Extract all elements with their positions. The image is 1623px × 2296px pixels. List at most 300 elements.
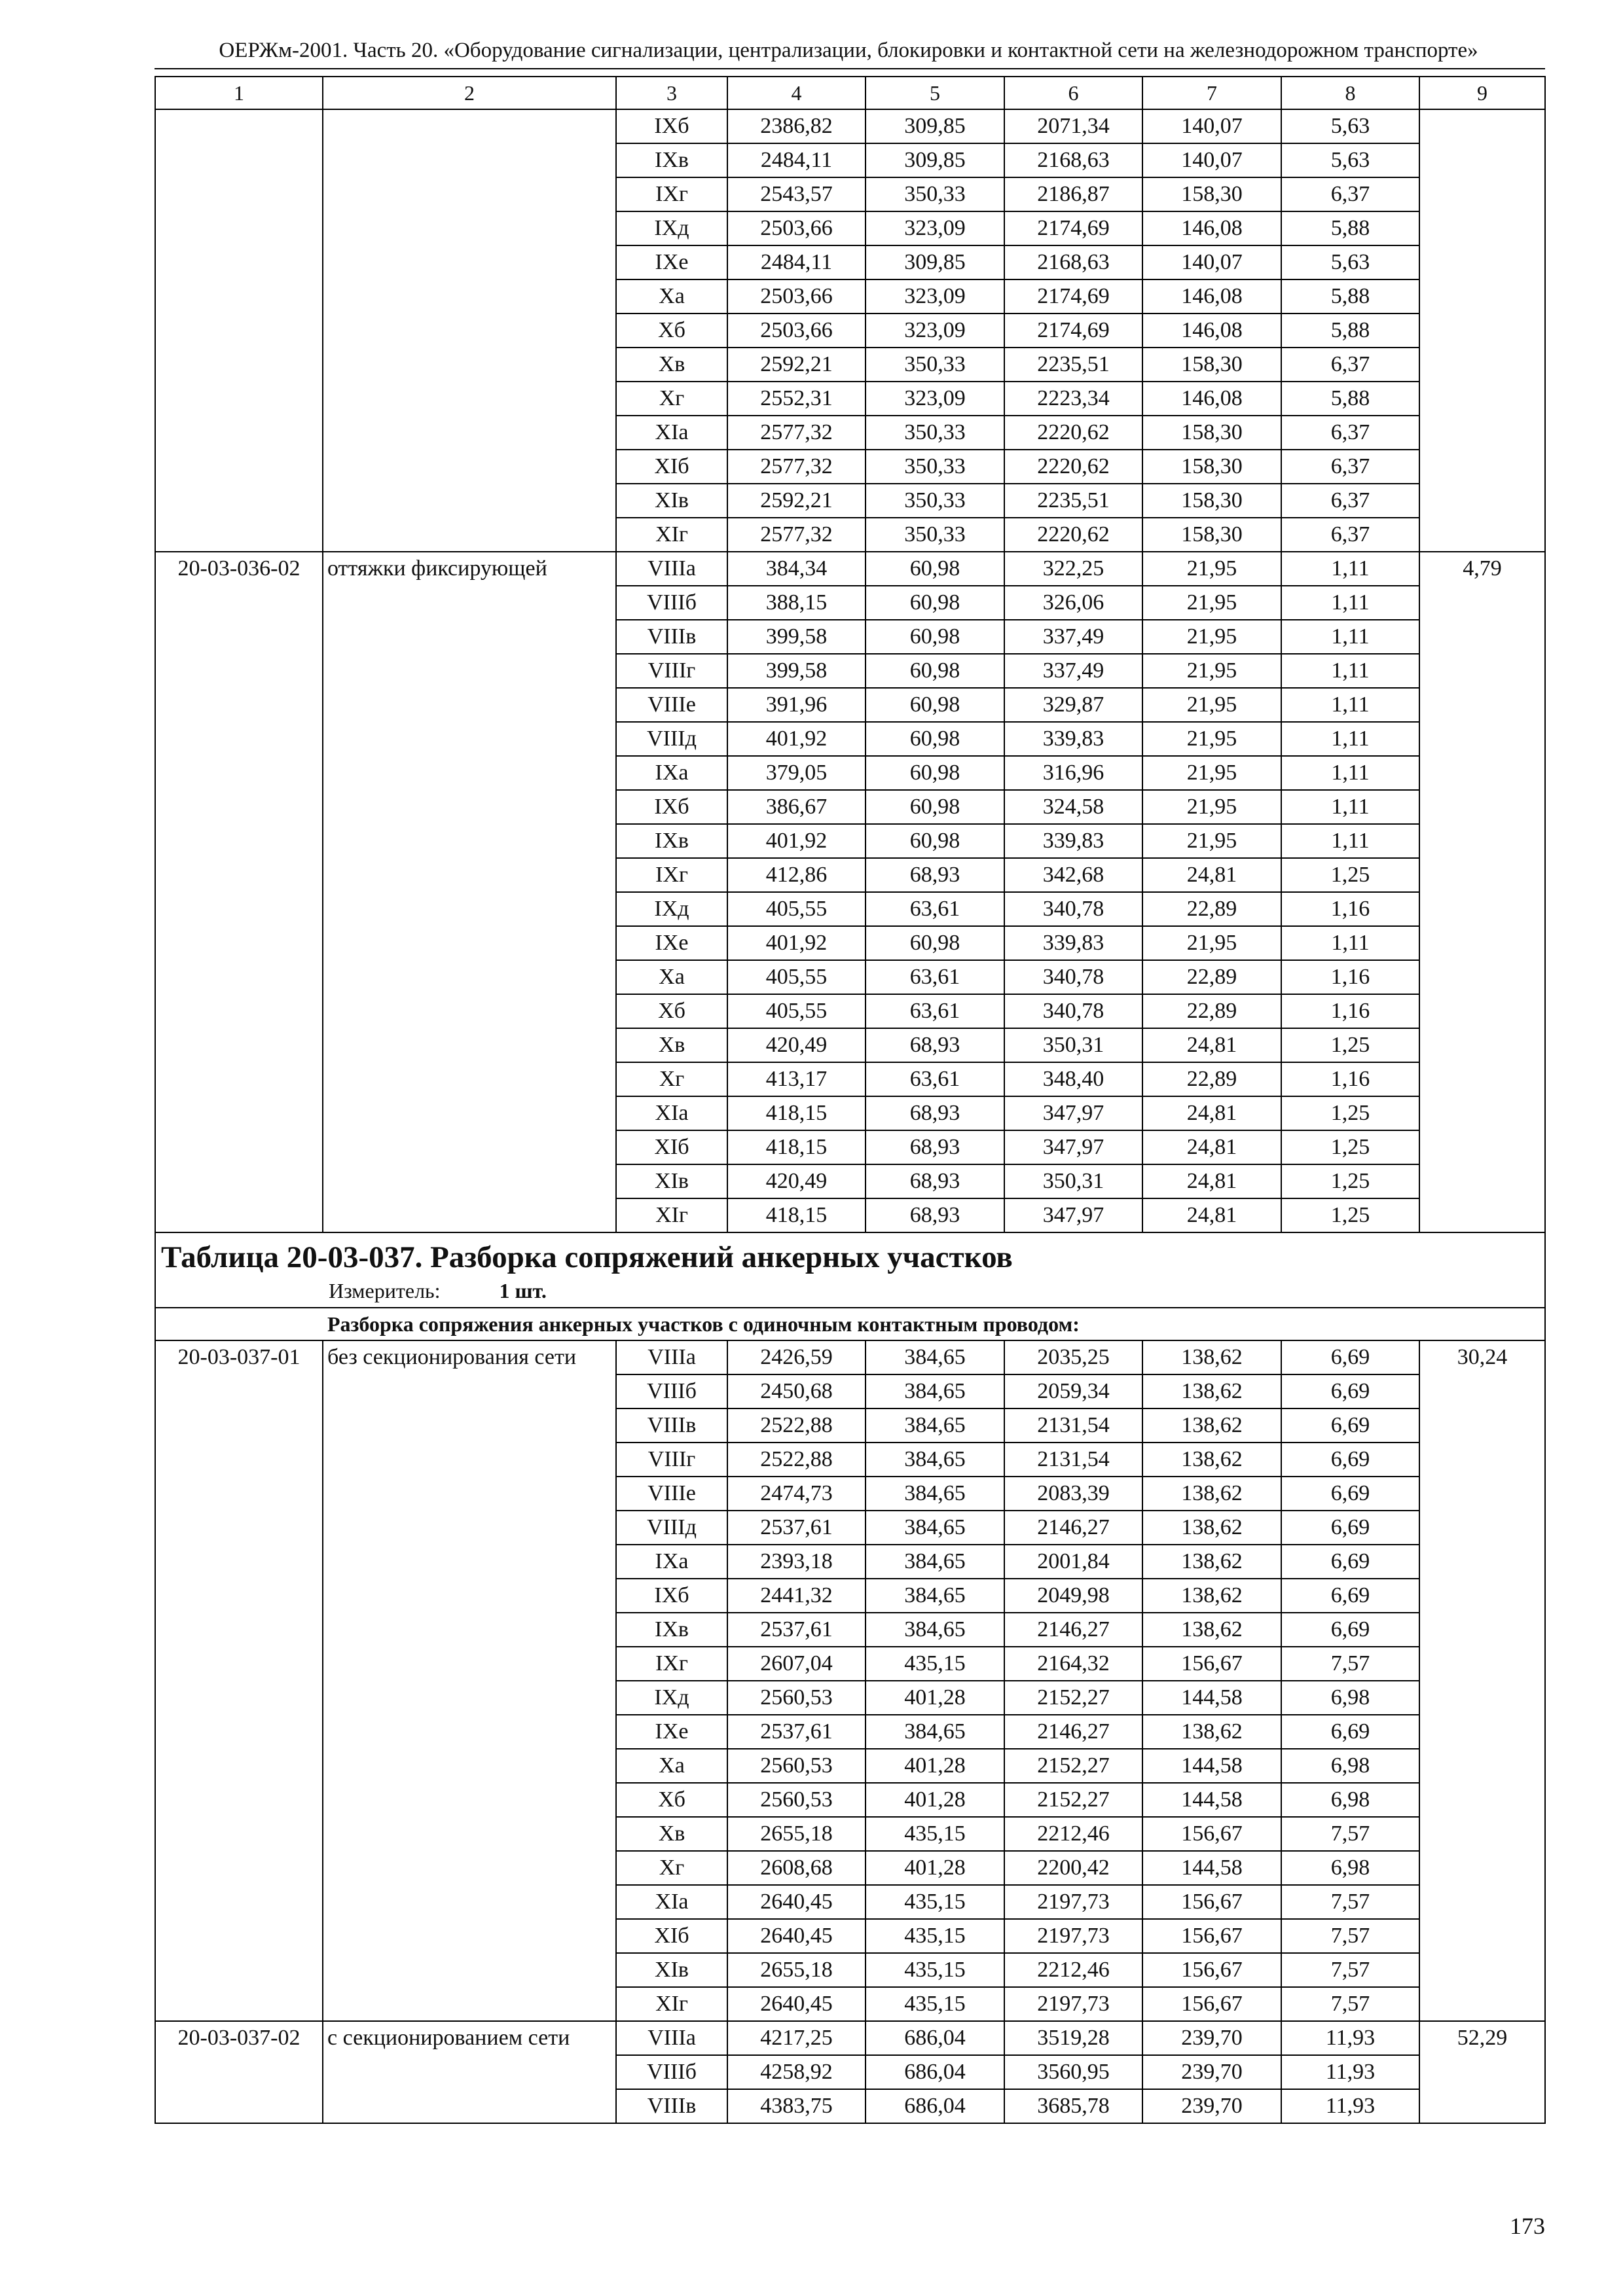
value-cell: 2522,88 xyxy=(727,1443,866,1477)
value-cell: 156,67 xyxy=(1142,1953,1281,1987)
value-cell: 435,15 xyxy=(866,1919,1004,1953)
zone-cell: VIIIд xyxy=(616,722,727,756)
zone-cell: Xв xyxy=(616,1817,727,1851)
value-cell: 686,04 xyxy=(866,2021,1004,2055)
value-cell: 2164,32 xyxy=(1004,1647,1142,1681)
value-cell: 7,57 xyxy=(1281,1647,1419,1681)
zone-cell: VIIIд xyxy=(616,1511,727,1545)
value-cell: 6,69 xyxy=(1281,1579,1419,1613)
column-number: 5 xyxy=(866,77,1004,109)
value-cell: 63,61 xyxy=(866,1062,1004,1096)
value-cell: 339,83 xyxy=(1004,926,1142,960)
value-cell: 1,16 xyxy=(1281,1062,1419,1096)
value-cell: 6,37 xyxy=(1281,518,1419,552)
value-cell: 21,95 xyxy=(1142,756,1281,790)
zone-cell: VIIIб xyxy=(616,2055,727,2089)
value-cell: 7,57 xyxy=(1281,1919,1419,1953)
value-cell: 2152,27 xyxy=(1004,1783,1142,1817)
table-heading-row xyxy=(155,1232,1545,1308)
value-cell: 401,92 xyxy=(727,824,866,858)
value-cell: 435,15 xyxy=(866,1953,1004,1987)
value-cell: 2607,04 xyxy=(727,1647,866,1681)
zone-cell: IXд xyxy=(616,892,727,926)
value-cell: 2152,27 xyxy=(1004,1681,1142,1715)
value-cell: 1,11 xyxy=(1281,552,1419,586)
zone-cell: IXг xyxy=(616,858,727,892)
value-cell: 138,62 xyxy=(1142,1579,1281,1613)
value-cell: 405,55 xyxy=(727,892,866,926)
value-cell: 156,67 xyxy=(1142,1919,1281,1953)
value-cell: 63,61 xyxy=(866,994,1004,1028)
value-cell: 347,97 xyxy=(1004,1130,1142,1164)
value-cell: 384,65 xyxy=(866,1374,1004,1408)
value-cell: 6,69 xyxy=(1281,1340,1419,1374)
value-cell: 1,25 xyxy=(1281,858,1419,892)
value-cell: 2522,88 xyxy=(727,1408,866,1443)
value-cell: 21,95 xyxy=(1142,586,1281,620)
value-cell: 401,92 xyxy=(727,722,866,756)
value-cell: 350,31 xyxy=(1004,1164,1142,1198)
zone-cell: XIг xyxy=(616,518,727,552)
value-cell: 309,85 xyxy=(866,109,1004,143)
value-cell: 138,62 xyxy=(1142,1613,1281,1647)
value-cell: 21,95 xyxy=(1142,926,1281,960)
value-cell: 5,88 xyxy=(1281,382,1419,416)
value-cell: 239,70 xyxy=(1142,2021,1281,2055)
value-cell: 68,93 xyxy=(866,1164,1004,1198)
value-cell: 1,11 xyxy=(1281,688,1419,722)
subheading-cell xyxy=(155,1308,1545,1340)
column-numbers-row xyxy=(155,77,1545,109)
zone-cell: VIIIa xyxy=(616,552,727,586)
value-cell: 420,49 xyxy=(727,1164,866,1198)
value-cell: 21,95 xyxy=(1142,552,1281,586)
zone-cell: VIIIб xyxy=(616,1374,727,1408)
value-cell: 2197,73 xyxy=(1004,1885,1142,1919)
value-cell: 686,04 xyxy=(866,2055,1004,2089)
zone-cell: IXa xyxy=(616,1545,727,1579)
table-row xyxy=(155,552,1545,586)
value-cell: 3560,95 xyxy=(1004,2055,1142,2089)
zone-cell: IXг xyxy=(616,1647,727,1681)
value-cell: 6,69 xyxy=(1281,1545,1419,1579)
value-cell: 5,63 xyxy=(1281,109,1419,143)
value-cell: 1,16 xyxy=(1281,892,1419,926)
value-cell: 384,65 xyxy=(866,1715,1004,1749)
value-cell: 24,81 xyxy=(1142,1096,1281,1130)
value-cell: 2235,51 xyxy=(1004,348,1142,382)
value-cell: 7,57 xyxy=(1281,1885,1419,1919)
value-cell: 384,65 xyxy=(866,1443,1004,1477)
value-cell: 418,15 xyxy=(727,1198,866,1232)
zone-cell: VIIIв xyxy=(616,1408,727,1443)
value-cell: 24,81 xyxy=(1142,858,1281,892)
value-cell: 144,58 xyxy=(1142,1851,1281,1885)
rates-table-body xyxy=(155,77,1545,2123)
value-cell: 2608,68 xyxy=(727,1851,866,1885)
value-cell: 146,08 xyxy=(1142,314,1281,348)
value-cell: 413,17 xyxy=(727,1062,866,1096)
value-cell: 138,62 xyxy=(1142,1511,1281,1545)
value-cell: 2577,32 xyxy=(727,450,866,484)
value-cell: 340,78 xyxy=(1004,892,1142,926)
zone-cell: XIб xyxy=(616,1919,727,1953)
table-row xyxy=(155,109,1545,143)
zone-cell: Xб xyxy=(616,1783,727,1817)
value-cell: 324,58 xyxy=(1004,790,1142,824)
value-cell: 6,98 xyxy=(1281,1681,1419,1715)
value-cell: 384,65 xyxy=(866,1511,1004,1545)
value-cell: 60,98 xyxy=(866,756,1004,790)
zone-cell: IXe xyxy=(616,245,727,279)
value-cell: 68,93 xyxy=(866,858,1004,892)
value-cell: 68,93 xyxy=(866,1028,1004,1062)
value-cell: 2146,27 xyxy=(1004,1613,1142,1647)
zone-cell: VIIIe xyxy=(616,1477,727,1511)
value-cell: 342,68 xyxy=(1004,858,1142,892)
value-cell: 2146,27 xyxy=(1004,1511,1142,1545)
value-cell: 435,15 xyxy=(866,1885,1004,1919)
value-cell: 239,70 xyxy=(1142,2089,1281,2123)
value-cell: 60,98 xyxy=(866,824,1004,858)
zone-cell: VIIIa xyxy=(616,1340,727,1374)
value-cell: 2220,62 xyxy=(1004,450,1142,484)
value-cell: 435,15 xyxy=(866,1987,1004,2021)
zone-cell: Xa xyxy=(616,279,727,314)
value-cell: 322,25 xyxy=(1004,552,1142,586)
zone-cell: XIa xyxy=(616,416,727,450)
value-cell: 24,81 xyxy=(1142,1198,1281,1232)
value-cell: 60,98 xyxy=(866,688,1004,722)
value-cell: 2560,53 xyxy=(727,1783,866,1817)
value-cell: 401,28 xyxy=(866,1749,1004,1783)
value-cell: 2197,73 xyxy=(1004,1987,1142,2021)
col9-value: 52,29 xyxy=(1419,2021,1545,2123)
value-cell: 379,05 xyxy=(727,756,866,790)
value-cell: 2426,59 xyxy=(727,1340,866,1374)
value-cell: 4383,75 xyxy=(727,2089,866,2123)
value-cell: 2200,42 xyxy=(1004,1851,1142,1885)
value-cell: 5,88 xyxy=(1281,314,1419,348)
value-cell: 391,96 xyxy=(727,688,866,722)
value-cell: 21,95 xyxy=(1142,824,1281,858)
col9-value: 4,79 xyxy=(1419,552,1545,1232)
value-cell: 22,89 xyxy=(1142,892,1281,926)
value-cell: 418,15 xyxy=(727,1130,866,1164)
value-cell: 6,98 xyxy=(1281,1783,1419,1817)
value-cell: 7,57 xyxy=(1281,1953,1419,1987)
value-cell: 384,65 xyxy=(866,1340,1004,1374)
value-cell: 686,04 xyxy=(866,2089,1004,2123)
zone-cell: XIв xyxy=(616,1164,727,1198)
value-cell: 1,11 xyxy=(1281,586,1419,620)
value-cell: 21,95 xyxy=(1142,790,1281,824)
value-cell: 350,33 xyxy=(866,518,1004,552)
value-cell: 2174,69 xyxy=(1004,279,1142,314)
value-cell: 1,11 xyxy=(1281,654,1419,688)
value-cell: 350,31 xyxy=(1004,1028,1142,1062)
unit-value: 1 шт. xyxy=(499,1279,547,1302)
zone-cell: Xг xyxy=(616,1062,727,1096)
zone-cell: IXб xyxy=(616,1579,727,1613)
value-cell: 138,62 xyxy=(1142,1715,1281,1749)
column-number: 9 xyxy=(1419,77,1545,109)
value-cell: 1,11 xyxy=(1281,722,1419,756)
value-cell: 21,95 xyxy=(1142,654,1281,688)
zone-cell: Xб xyxy=(616,994,727,1028)
table-row xyxy=(155,2021,1545,2055)
value-cell: 2640,45 xyxy=(727,1885,866,1919)
value-cell: 1,25 xyxy=(1281,1096,1419,1130)
value-cell: 24,81 xyxy=(1142,1164,1281,1198)
value-cell: 329,87 xyxy=(1004,688,1142,722)
value-cell: 138,62 xyxy=(1142,1477,1281,1511)
zone-cell: XIв xyxy=(616,484,727,518)
value-cell: 138,62 xyxy=(1142,1374,1281,1408)
value-cell: 384,65 xyxy=(866,1545,1004,1579)
column-number: 2 xyxy=(323,77,616,109)
zone-cell: Xг xyxy=(616,1851,727,1885)
value-cell: 6,37 xyxy=(1281,348,1419,382)
value-cell: 2560,53 xyxy=(727,1749,866,1783)
value-cell: 158,30 xyxy=(1142,518,1281,552)
value-cell: 68,93 xyxy=(866,1096,1004,1130)
value-cell: 316,96 xyxy=(1004,756,1142,790)
table-title: Таблица 20-03-037. Разборка сопряжений анкерных участков xyxy=(161,1240,1013,1274)
value-cell: 24,81 xyxy=(1142,1130,1281,1164)
value-cell: 326,06 xyxy=(1004,586,1142,620)
col9-value xyxy=(1419,109,1545,552)
value-cell: 337,49 xyxy=(1004,654,1142,688)
value-cell: 158,30 xyxy=(1142,177,1281,211)
value-cell: 60,98 xyxy=(866,552,1004,586)
rate-code: 20-03-037-01 xyxy=(155,1340,323,2021)
value-cell: 24,81 xyxy=(1142,1028,1281,1062)
value-cell: 401,28 xyxy=(866,1851,1004,1885)
value-cell: 2552,31 xyxy=(727,382,866,416)
value-cell: 60,98 xyxy=(866,586,1004,620)
column-number: 7 xyxy=(1142,77,1281,109)
work-name: оттяжки фиксирующей xyxy=(323,552,616,1232)
value-cell: 384,65 xyxy=(866,1477,1004,1511)
table-heading xyxy=(155,1232,1545,1308)
value-cell: 384,65 xyxy=(866,1579,1004,1613)
value-cell: 2577,32 xyxy=(727,416,866,450)
value-cell: 2131,54 xyxy=(1004,1408,1142,1443)
col9-value: 30,24 xyxy=(1419,1340,1545,2021)
value-cell: 2186,87 xyxy=(1004,177,1142,211)
value-cell: 11,93 xyxy=(1281,2055,1419,2089)
value-cell: 323,09 xyxy=(866,211,1004,245)
value-cell: 350,33 xyxy=(866,177,1004,211)
value-cell: 6,69 xyxy=(1281,1408,1419,1443)
value-cell: 388,15 xyxy=(727,586,866,620)
value-cell: 405,55 xyxy=(727,960,866,994)
value-cell: 2537,61 xyxy=(727,1715,866,1749)
value-cell: 6,98 xyxy=(1281,1749,1419,1783)
value-cell: 3685,78 xyxy=(1004,2089,1142,2123)
value-cell: 339,83 xyxy=(1004,824,1142,858)
value-cell: 2484,11 xyxy=(727,245,866,279)
zone-cell: XIa xyxy=(616,1885,727,1919)
value-cell: 158,30 xyxy=(1142,484,1281,518)
work-name: без секционирования сети xyxy=(323,1340,616,2021)
value-cell: 6,69 xyxy=(1281,1443,1419,1477)
zone-cell: IXд xyxy=(616,211,727,245)
value-cell: 350,33 xyxy=(866,450,1004,484)
value-cell: 2503,66 xyxy=(727,279,866,314)
value-cell: 340,78 xyxy=(1004,960,1142,994)
zone-cell: Xa xyxy=(616,1749,727,1783)
value-cell: 11,93 xyxy=(1281,2021,1419,2055)
value-cell: 2212,46 xyxy=(1004,1953,1142,1987)
value-cell: 146,08 xyxy=(1142,279,1281,314)
value-cell: 60,98 xyxy=(866,790,1004,824)
value-cell: 140,07 xyxy=(1142,109,1281,143)
value-cell: 309,85 xyxy=(866,245,1004,279)
value-cell: 399,58 xyxy=(727,654,866,688)
page-number: 173 xyxy=(1510,2213,1545,2239)
value-cell: 412,86 xyxy=(727,858,866,892)
zone-cell: IXe xyxy=(616,926,727,960)
value-cell: 2543,57 xyxy=(727,177,866,211)
value-cell: 384,65 xyxy=(866,1408,1004,1443)
zone-cell: VIIIг xyxy=(616,1443,727,1477)
value-cell: 350,33 xyxy=(866,484,1004,518)
value-cell: 2168,63 xyxy=(1004,143,1142,177)
value-cell: 1,11 xyxy=(1281,620,1419,654)
value-cell: 2592,21 xyxy=(727,484,866,518)
value-cell: 2049,98 xyxy=(1004,1579,1142,1613)
value-cell: 2655,18 xyxy=(727,1953,866,1987)
value-cell: 6,37 xyxy=(1281,177,1419,211)
zone-cell: IXд xyxy=(616,1681,727,1715)
value-cell: 2577,32 xyxy=(727,518,866,552)
work-name: с секционированием сети xyxy=(323,2021,616,2123)
value-cell: 68,93 xyxy=(866,1198,1004,1232)
zone-cell: IXв xyxy=(616,1613,727,1647)
value-cell: 140,07 xyxy=(1142,245,1281,279)
value-cell: 156,67 xyxy=(1142,1817,1281,1851)
value-cell: 6,69 xyxy=(1281,1477,1419,1511)
value-cell: 4217,25 xyxy=(727,2021,866,2055)
zone-cell: XIв xyxy=(616,1953,727,1987)
value-cell: 2168,63 xyxy=(1004,245,1142,279)
value-cell: 5,63 xyxy=(1281,245,1419,279)
subheading-row xyxy=(155,1308,1545,1340)
column-number: 4 xyxy=(727,77,866,109)
value-cell: 350,33 xyxy=(866,416,1004,450)
value-cell: 2640,45 xyxy=(727,1987,866,2021)
value-cell: 21,95 xyxy=(1142,620,1281,654)
value-cell: 401,28 xyxy=(866,1783,1004,1817)
value-cell: 2235,51 xyxy=(1004,484,1142,518)
value-cell: 2655,18 xyxy=(727,1817,866,1851)
value-cell: 1,25 xyxy=(1281,1164,1419,1198)
value-cell: 144,58 xyxy=(1142,1749,1281,1783)
value-cell: 60,98 xyxy=(866,654,1004,688)
value-cell: 144,58 xyxy=(1142,1783,1281,1817)
value-cell: 2131,54 xyxy=(1004,1443,1142,1477)
zone-cell: IXб xyxy=(616,109,727,143)
value-cell: 63,61 xyxy=(866,960,1004,994)
unit-line xyxy=(161,1279,1539,1303)
value-cell: 2441,32 xyxy=(727,1579,866,1613)
value-cell: 11,93 xyxy=(1281,2089,1419,2123)
zone-cell: VIIIб xyxy=(616,586,727,620)
value-cell: 156,67 xyxy=(1142,1885,1281,1919)
value-cell: 2220,62 xyxy=(1004,416,1142,450)
value-cell: 22,89 xyxy=(1142,1062,1281,1096)
value-cell: 2035,25 xyxy=(1004,1340,1142,1374)
value-cell: 1,11 xyxy=(1281,790,1419,824)
value-cell: 144,58 xyxy=(1142,1681,1281,1715)
work-name xyxy=(323,109,616,552)
value-cell: 1,25 xyxy=(1281,1198,1419,1232)
value-cell: 1,16 xyxy=(1281,994,1419,1028)
value-cell: 2537,61 xyxy=(727,1613,866,1647)
column-number: 3 xyxy=(616,77,727,109)
value-cell: 2640,45 xyxy=(727,1919,866,1953)
zone-cell: VIIIв xyxy=(616,2089,727,2123)
zone-cell: XIб xyxy=(616,1130,727,1164)
value-cell: 2503,66 xyxy=(727,211,866,245)
zone-cell: XIг xyxy=(616,1198,727,1232)
value-cell: 138,62 xyxy=(1142,1545,1281,1579)
value-cell: 323,09 xyxy=(866,314,1004,348)
value-cell: 435,15 xyxy=(866,1817,1004,1851)
value-cell: 3519,28 xyxy=(1004,2021,1142,2055)
value-cell: 6,37 xyxy=(1281,450,1419,484)
running-header: ОЕРЖм-2001. Часть 20. «Оборудование сигнализации, централизации, блокировки и контактной сети на железнодорожном транспорте» xyxy=(219,39,1478,62)
zone-cell: XIб xyxy=(616,450,727,484)
value-cell: 146,08 xyxy=(1142,382,1281,416)
value-cell: 146,08 xyxy=(1142,211,1281,245)
value-cell: 2223,34 xyxy=(1004,382,1142,416)
value-cell: 2071,34 xyxy=(1004,109,1142,143)
value-cell: 6,69 xyxy=(1281,1374,1419,1408)
zone-cell: Xб xyxy=(616,314,727,348)
value-cell: 158,30 xyxy=(1142,450,1281,484)
value-cell: 2503,66 xyxy=(727,314,866,348)
value-cell: 6,69 xyxy=(1281,1715,1419,1749)
value-cell: 7,57 xyxy=(1281,1817,1419,1851)
value-cell: 348,40 xyxy=(1004,1062,1142,1096)
zone-cell: VIIIв xyxy=(616,620,727,654)
value-cell: 399,58 xyxy=(727,620,866,654)
value-cell: 5,88 xyxy=(1281,211,1419,245)
rates-table xyxy=(155,76,1546,2124)
value-cell: 21,95 xyxy=(1142,688,1281,722)
value-cell: 60,98 xyxy=(866,620,1004,654)
zone-cell: VIIIe xyxy=(616,688,727,722)
value-cell: 6,37 xyxy=(1281,484,1419,518)
value-cell: 2393,18 xyxy=(727,1545,866,1579)
unit-label: Измеритель: xyxy=(329,1279,441,1302)
value-cell: 1,25 xyxy=(1281,1028,1419,1062)
value-cell: 60,98 xyxy=(866,926,1004,960)
value-cell: 60,98 xyxy=(866,722,1004,756)
value-cell: 340,78 xyxy=(1004,994,1142,1028)
value-cell: 138,62 xyxy=(1142,1408,1281,1443)
value-cell: 1,11 xyxy=(1281,926,1419,960)
value-cell: 2592,21 xyxy=(727,348,866,382)
value-cell: 339,83 xyxy=(1004,722,1142,756)
zone-cell: VIIIa xyxy=(616,2021,727,2055)
value-cell: 401,92 xyxy=(727,926,866,960)
value-cell: 2560,53 xyxy=(727,1681,866,1715)
zone-cell: IXв xyxy=(616,143,727,177)
